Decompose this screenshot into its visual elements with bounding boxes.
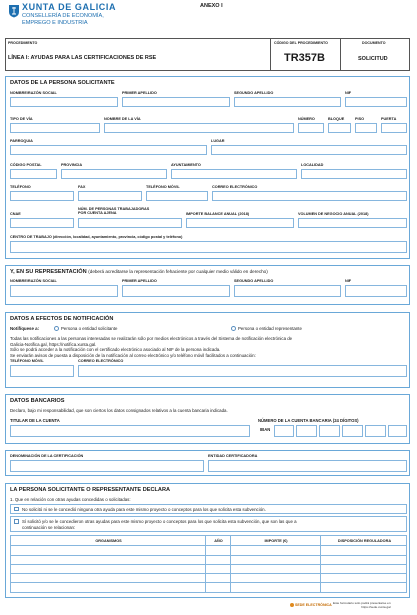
certification-name-field[interactable] bbox=[10, 460, 204, 472]
col-year: AÑO bbox=[214, 539, 223, 543]
col-provision: DISPOSICIÓN REGULADORA bbox=[337, 539, 392, 543]
employees-label: NÚM. DE PERSONAS TRABAJADORAS POR CUENTA AJENA bbox=[78, 207, 150, 216]
notify-representative-radio[interactable] bbox=[231, 326, 236, 331]
road-name-field[interactable] bbox=[104, 123, 294, 133]
document-value: SOLICITUD bbox=[358, 56, 388, 62]
code-value: TR357B bbox=[284, 52, 325, 64]
floor-field[interactable] bbox=[355, 123, 377, 133]
email-field[interactable] bbox=[212, 191, 407, 201]
applicant-section: DATOS DE LA PERSONA SOLICITANTE NOMBRE/RAZÓN SOCIAL PRIMER APELLIDO SEGUNDO APELLIDO NIF TIPO DE VÍA NOMBRE DE LA VÍA NÚMERO BLOQUE PISO PUERTA PARROQUIA LUGAR CÓDIGO POSTAL PROVINCIA AYUNTAMIENTO LOCALIDAD TELÉFONO FAX TELÉFONO MÓVIL CORREO ELECTRÓNICO NÚM. DE PERSONAS TRABAJADORAS POR CUENTA AJENA CNAE IMPORTE BALANCE ANUAL (2018) VOLUMEN DE NEGOCIO ANUAL (2018) CENTRO DE TRABAJO (dirección, localidad, ayuntamiento, provincia, código postal y teléfono) bbox=[5, 76, 410, 259]
section-title: DATOS BANCARIOS bbox=[10, 398, 65, 404]
sede-seal: SEDE ELECTRÓNICA bbox=[290, 603, 332, 607]
province-field[interactable] bbox=[61, 169, 167, 179]
annex-title: ANEXO I bbox=[200, 3, 223, 9]
section-title: DATOS A EFECTOS DE NOTIFICACIÓN bbox=[10, 316, 114, 322]
iban-field-1[interactable] bbox=[274, 425, 294, 437]
option-none-checkbox[interactable] bbox=[14, 507, 19, 512]
parish-field[interactable] bbox=[10, 145, 207, 155]
block-field[interactable] bbox=[328, 123, 351, 133]
applicant-surname1-field[interactable] bbox=[122, 97, 230, 107]
procedure-label: PROCEDIMENTO bbox=[8, 41, 38, 45]
iban-field-2[interactable] bbox=[296, 425, 317, 437]
number-field[interactable] bbox=[298, 123, 324, 133]
iban-field-4[interactable] bbox=[342, 425, 363, 437]
turnover-field[interactable] bbox=[298, 218, 407, 228]
iban-field-3[interactable] bbox=[319, 425, 340, 437]
door-field[interactable] bbox=[381, 123, 407, 133]
notification-section: DATOS A EFECTOS DE NOTIFICACIÓN Notifíquese a: Persona o entidad solicitante Persona o entidad representante Todas las notificaciones a las personas interesadas se realizarán sólo por medios electrónicos a través del Sistema de notificación electrónica de Galicia-Notifica.gal, https://notifica.xunta.gal. Sólo se podrá acceder a la notificación con el certificado electrónico asociado al NIF de la persona indicada. Se enviarán avisos de puesta a disposición de la notificación al correo electrónico y/o teléfono móvil facilitados a continuación: TELÉFONO MÓVIL CORREO ELECTRÓNICO bbox=[5, 312, 410, 388]
rep-surname1-field[interactable] bbox=[122, 285, 230, 297]
iban-label: IBAN bbox=[260, 427, 271, 432]
balance-field[interactable] bbox=[186, 218, 294, 228]
mobile-field[interactable] bbox=[146, 191, 208, 201]
option-yes-checkbox[interactable] bbox=[14, 519, 19, 524]
section-title: LA PERSONA SOLICITANTE O REPRESENTANTE DECLARA bbox=[10, 487, 171, 493]
postal-code-field[interactable] bbox=[10, 169, 57, 179]
department-name: CONSELLERÍA DE ECONOMÍA, EMPREGO E INDUSTRIA bbox=[22, 13, 104, 26]
org-name: XUNTA DE GALICIA bbox=[22, 2, 117, 12]
section-title: Y, EN SU REPRESENTACIÓN (deberá acreditarse la representación fehaciente por cualquier medio válido en derecho) bbox=[10, 269, 268, 275]
document-label: DOCUMENTO bbox=[362, 41, 386, 45]
workplace-field[interactable] bbox=[10, 241, 407, 253]
applicant-nif-field[interactable] bbox=[345, 97, 407, 107]
employees-field[interactable] bbox=[78, 218, 182, 228]
rep-name-field[interactable] bbox=[10, 285, 118, 297]
section-title: DATOS DE LA PERSONA SOLICITANTE bbox=[10, 80, 115, 86]
iban-field-6[interactable] bbox=[388, 425, 407, 437]
account-holder-field[interactable] bbox=[10, 425, 250, 437]
code-label: CÓDIGO DEL PROCEDIMIENTO bbox=[274, 41, 328, 45]
applicant-name-field[interactable] bbox=[10, 97, 118, 107]
iban-field-5[interactable] bbox=[365, 425, 386, 437]
rep-nif-field[interactable] bbox=[345, 285, 407, 297]
rep-surname2-field[interactable] bbox=[234, 285, 341, 297]
locality-field[interactable] bbox=[301, 169, 407, 179]
seal-icon bbox=[290, 603, 294, 607]
council-field[interactable] bbox=[171, 169, 297, 179]
other-aids-table bbox=[10, 535, 407, 593]
certifying-entity-field[interactable] bbox=[208, 460, 407, 472]
certification-section: DENOMINACIÓN DE LA CERTIFICACIÓN ENTIDAD CERTIFICADORA bbox=[5, 450, 410, 476]
col-amount: IMPORTE (€) bbox=[264, 539, 288, 543]
procedure-value: LÍNEA I: AYUDAS PARA LAS CERTIFICACIONES DE RSE bbox=[8, 55, 157, 61]
place-field[interactable] bbox=[211, 145, 407, 155]
notify-applicant-radio[interactable] bbox=[54, 326, 59, 331]
bank-section: DATOS BANCARIOS Declaro, bajo mi responsabilidad, que son ciertos los datos consignados relativos a la cuenta bancaria indicada. TITULAR DE LA CUENTA NÚMERO DE LA CUENTA BANCARIA (24 DÍGITOS) IBAN bbox=[5, 394, 410, 444]
footer-note: Este formulario sólo podrá presentarse en https://sede.xunta.gal bbox=[333, 601, 391, 609]
applicant-surname2-field[interactable] bbox=[234, 97, 341, 107]
notify-email-field[interactable] bbox=[78, 365, 407, 377]
cnae-field[interactable] bbox=[10, 218, 74, 228]
notify-mobile-field[interactable] bbox=[10, 365, 74, 377]
representative-section: Y, EN SU REPRESENTACIÓN (deberá acreditarse la representación fehaciente por cualquier medio válido en derecho) NOMBRE/RAZÓN SOCIAL PRIMER APELLIDO SEGUNDO APELLIDO NIF bbox=[5, 265, 410, 305]
fax-field[interactable] bbox=[78, 191, 142, 201]
phone-field[interactable] bbox=[10, 191, 74, 201]
xunta-logo-icon bbox=[8, 4, 20, 18]
col-organisms: ORGANISMOS bbox=[95, 539, 122, 543]
declaration-section: LA PERSONA SOLICITANTE O REPRESENTANTE DECLARA 1. Que en relación con otras ayudas concedidas o solicitadas: No solicitó ni se le concedió ninguna otra ayuda para este mismo proyecto o conceptos para los que solicita esta subvención. Sí solicitó y/o se le concedieron otras ayudas para este mismo proyecto o conceptos para los que solicita esta subvención, que son las que a continuación se relacionan: ORGANISMOS AÑO IMPORTE (€) DISPOSICIÓN REGULADORA bbox=[5, 483, 410, 598]
road-type-field[interactable] bbox=[10, 123, 100, 133]
